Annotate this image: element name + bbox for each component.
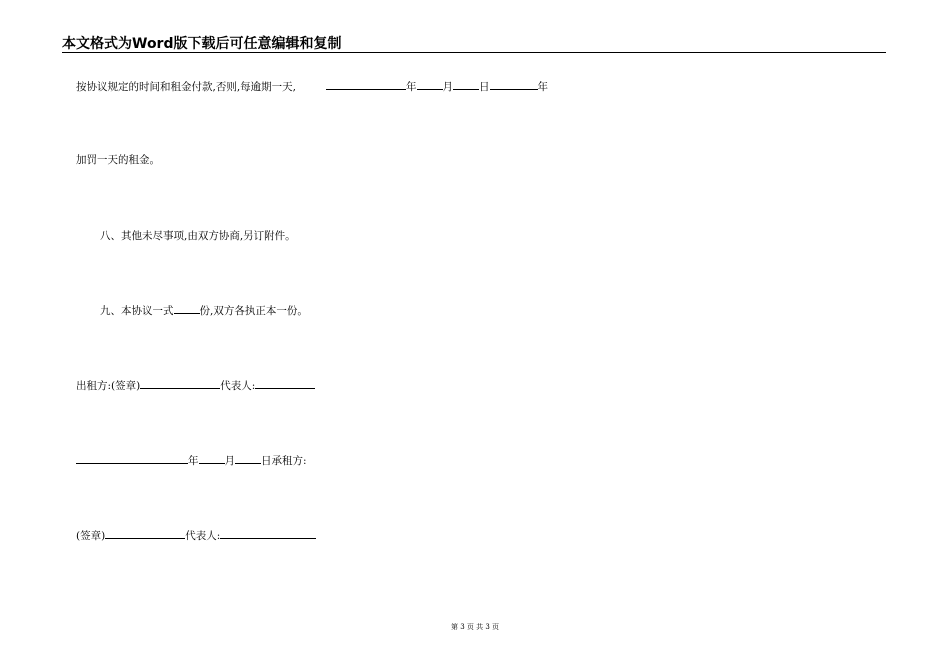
paragraph-clause-9 <box>100 303 308 318</box>
date-lessee-line <box>76 453 307 468</box>
date-month-label: 月 <box>442 81 454 93</box>
page-header-title: 本文格式为Word版下载后可任意编辑和复制 <box>62 36 342 52</box>
blank-field <box>199 453 225 464</box>
header-rule <box>62 52 886 53</box>
clause-9-prefix: 九、本协议一式 <box>100 305 174 317</box>
lessee-signature-line <box>76 528 316 543</box>
blank-field <box>490 79 538 90</box>
paragraph-clause-8 <box>100 229 296 243</box>
blank-field <box>76 453 188 464</box>
lessee-rep-label: 代表人: <box>185 530 221 542</box>
clause-8-text: 八、其他未尽事项,由双方协商,另订附件。 <box>100 230 296 242</box>
paragraph-penalty <box>76 153 160 167</box>
lessor-label: 出租方:(签章) <box>76 380 141 392</box>
lessee-label: 日承租方: <box>261 455 307 467</box>
penalty-text: 加罚一天的租金。 <box>76 154 160 166</box>
date-year-label: 年 <box>406 81 417 93</box>
date-month-label: 月 <box>224 455 235 467</box>
blank-field <box>235 453 261 464</box>
blank-field <box>326 79 406 90</box>
clause-9-suffix: 份,双方各执正本一份。 <box>199 305 308 317</box>
date-year-label: 年 <box>188 455 199 467</box>
date-day-label: 日 <box>479 81 490 93</box>
blank-field <box>417 79 443 90</box>
blank-field <box>255 378 315 389</box>
lessor-signature-line <box>76 378 315 393</box>
lessor-rep-label: 代表人: <box>220 380 256 392</box>
blank-field <box>105 528 185 539</box>
blank-field <box>174 303 200 314</box>
payment-terms-text: 按协议规定的时间和租金付款,否则,每逾期一天, <box>76 81 297 93</box>
blank-field <box>220 528 316 539</box>
blank-field <box>453 79 479 90</box>
date-tail-label: 年 <box>537 81 549 93</box>
paragraph-payment-terms <box>76 79 548 94</box>
page-number: 第 3 页 共 3 页 <box>450 623 500 631</box>
blank-field <box>140 378 220 389</box>
lessee-seal-label: (签章) <box>76 530 106 542</box>
